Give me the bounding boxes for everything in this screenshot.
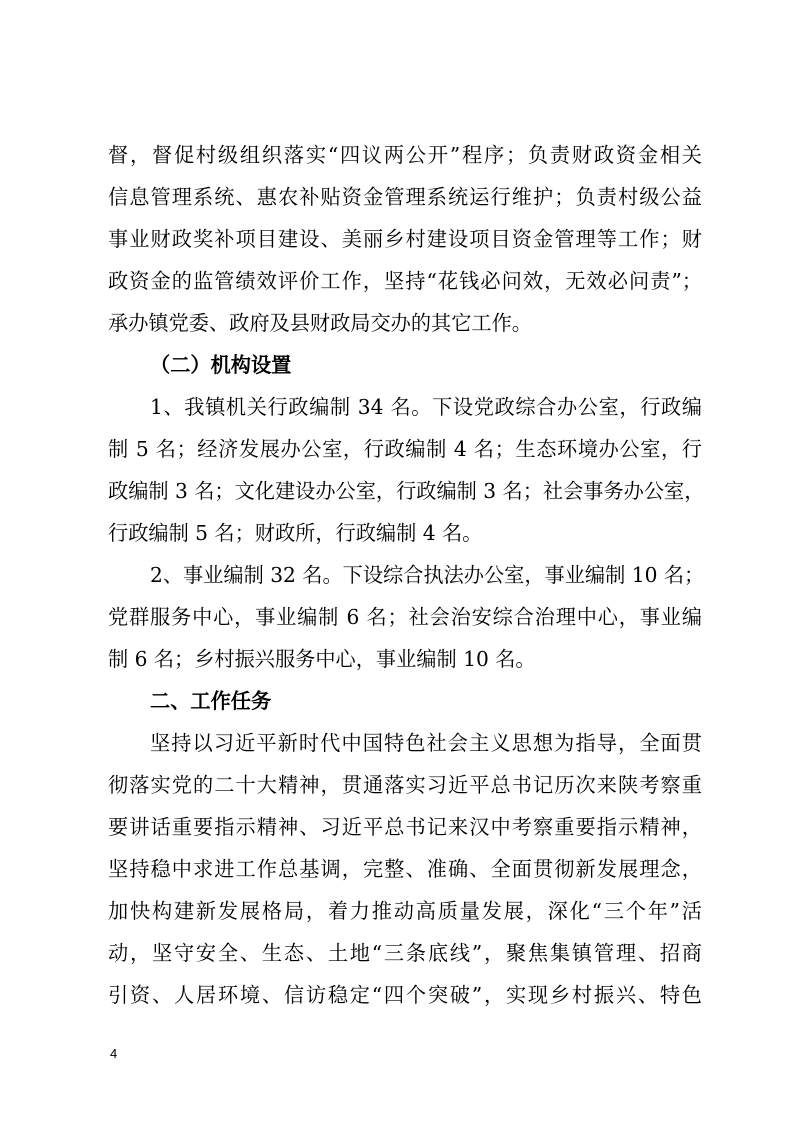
section-heading-tasks: 二、工作任务 xyxy=(150,689,272,713)
text-line: 坚持以习近平新时代中国特色社会主义思想为指导，全面贯 xyxy=(150,731,702,755)
page-number: 4 xyxy=(110,1046,118,1061)
text-line: 引资、人居环境、信访稳定“四个突破”，实现乡村振兴、特色 xyxy=(108,983,702,1007)
tasks-paragraph xyxy=(108,722,702,1016)
text-line: 要讲话重要指示精神、习近平总书记来汉中考察重要指示精神， xyxy=(108,815,702,839)
text-line: 2、事业编制 32 名。下设综合执法办公室，事业编制 10 名； xyxy=(150,563,705,587)
document-body xyxy=(108,134,705,1016)
text-line: 信息管理系统、惠农补贴资金管理系统运行维护；负责村级公益 xyxy=(108,185,702,209)
text-line: 坚持稳中求进工作总基调，完整、准确、全面贯彻新发展理念， xyxy=(108,857,702,881)
text-line: 承办镇党委、政府及县财政局交办的其它工作。 xyxy=(108,311,532,335)
text-line: 政编制 3 名；文化建设办公室，行政编制 3 名；社会事务办公室， xyxy=(108,479,705,503)
text-line: 行政编制 5 名；财政所，行政编制 4 名。 xyxy=(108,521,483,545)
text-line: 加快构建新发展格局，着力推动高质量发展，深化“三个年”活 xyxy=(108,899,702,923)
text-line: 政资金的监管绩效评价工作，坚持“花钱必问效，无效必问责”； xyxy=(108,269,702,293)
text-line: 制 5 名；经济发展办公室，行政编制 4 名；生态环境办公室，行 xyxy=(108,437,702,461)
org-item-1 xyxy=(108,386,705,554)
text-line: 党群服务中心，事业编制 6 名；社会治安综合治理中心，事业编 xyxy=(108,605,702,629)
text-line: 制 6 名；乡村振兴服务中心，事业编制 10 名。 xyxy=(108,647,536,671)
text-line: 动，坚守安全、生态、土地“三条底线”，聚焦集镇管理、招商 xyxy=(108,941,702,965)
org-item-2 xyxy=(108,554,705,680)
continued-paragraph xyxy=(108,134,702,344)
text-line: 彻落实党的二十大精神，贯通落实习近平总书记历次来陕考察重 xyxy=(108,773,702,797)
section-heading-org: （二）机构设置 xyxy=(150,353,292,377)
text-line: 督，督促村级组织落实“四议两公开”程序；负责财政资金相关 xyxy=(108,143,702,167)
text-line: 事业财政奖补项目建设、美丽乡村建设项目资金管理等工作；财 xyxy=(108,227,702,251)
text-line: 1、我镇机关行政编制 34 名。下设党政综合办公室，行政编 xyxy=(150,395,702,419)
